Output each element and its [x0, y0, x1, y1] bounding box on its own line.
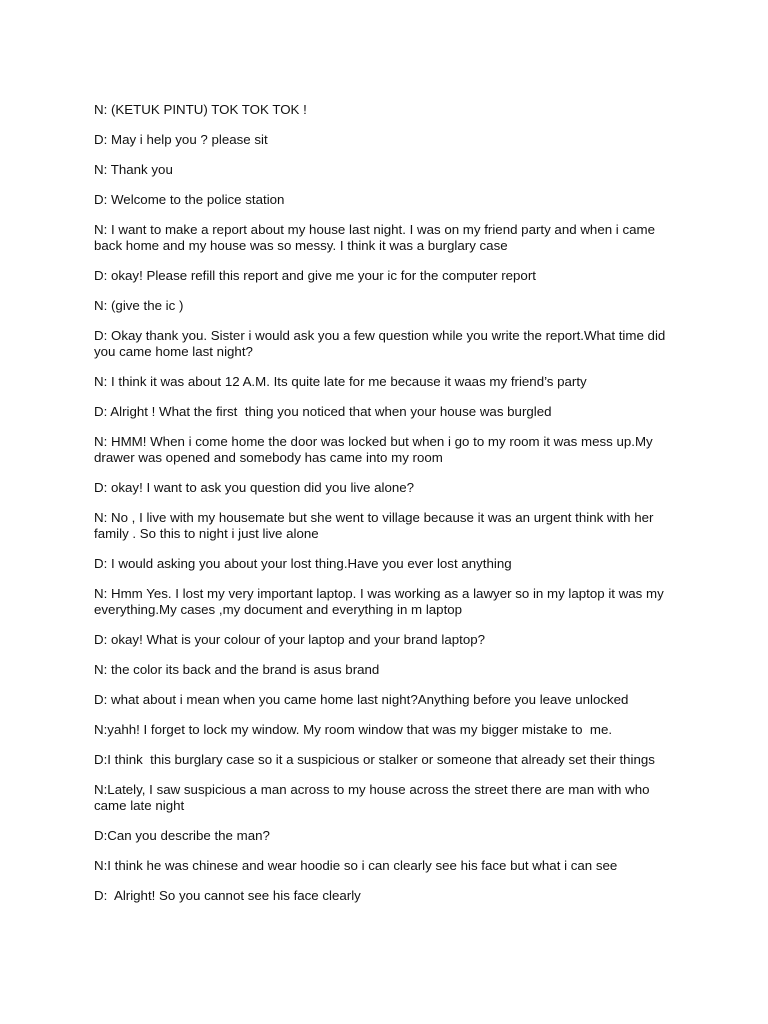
dialogue-line-8: D: Okay thank you. Sister i would ask you a few question while you write the report.What time did you came home last night?: [94, 328, 669, 359]
dialogue-line-6: D: okay! Please refill this report and give me your ic for the computer report: [94, 268, 536, 283]
dialogue-line-5: N: I want to make a report about my house last night. I was on my friend party and when i came back home and my house was so messy. I think it was a burglary case: [94, 222, 659, 253]
dialogue-line-24: D: Alright! So you cannot see his face clearly: [94, 888, 361, 903]
dialogue-line-7: N: (give the ic ): [94, 298, 184, 313]
dialogue-line-21: N:Lately, I saw suspicious a man across to my house across the street there are man with who came late night: [94, 782, 654, 813]
dialogue-line-2: D: May i help you ? please sit: [94, 132, 268, 147]
dialogue-line-4: D: Welcome to the police station: [94, 192, 285, 207]
dialogue-line-14: D: I would asking you about your lost thing.Have you ever lost anything: [94, 556, 512, 571]
dialogue-line-20: D:I think this burglary case so it a suspicious or stalker or someone that already set their things: [94, 752, 655, 767]
dialogue-line-19: N:yahh! I forget to lock my window. My room window that was my bigger mistake to me.: [94, 722, 613, 737]
dialogue-line-16: D: okay! What is your colour of your laptop and your brand laptop?: [94, 632, 485, 647]
dialogue-line-10: D: Alright ! What the first thing you noticed that when your house was burgled: [94, 404, 552, 419]
dialogue-line-17: N: the color its back and the brand is asus brand: [94, 662, 380, 677]
dialogue-line-9: N: I think it was about 12 A.M. Its quite late for me because it waas my friend’s party: [94, 374, 587, 389]
document-page: [94, 102, 674, 918]
dialogue-line-13: N: No , I live with my housemate but she went to village because it was an urgent think with her family . So this to night i just live alone: [94, 510, 658, 541]
dialogue-line-11: N: HMM! When i come home the door was locked but when i go to my room it was mess up.My drawer was opened and somebody has came into my room: [94, 434, 657, 465]
dialogue-line-22: D:Can you describe the man?: [94, 828, 270, 843]
dialogue-line-3: N: Thank you: [94, 162, 173, 177]
dialogue-line-12: D: okay! I want to ask you question did you live alone?: [94, 480, 415, 495]
dialogue-line-15: N: Hmm Yes. I lost my very important laptop. I was working as a lawyer so in my laptop it was my everything.My cases ,my document and everything in m laptop: [94, 586, 668, 617]
dialogue-line-18: D: what about i mean when you came home last night?Anything before you leave unlocked: [94, 692, 629, 707]
dialogue-line-23: N:I think he was chinese and wear hoodie so i can clearly see his face but what i can see: [94, 858, 618, 873]
dialogue-line-1: N: (KETUK PINTU) TOK TOK TOK !: [94, 102, 307, 117]
